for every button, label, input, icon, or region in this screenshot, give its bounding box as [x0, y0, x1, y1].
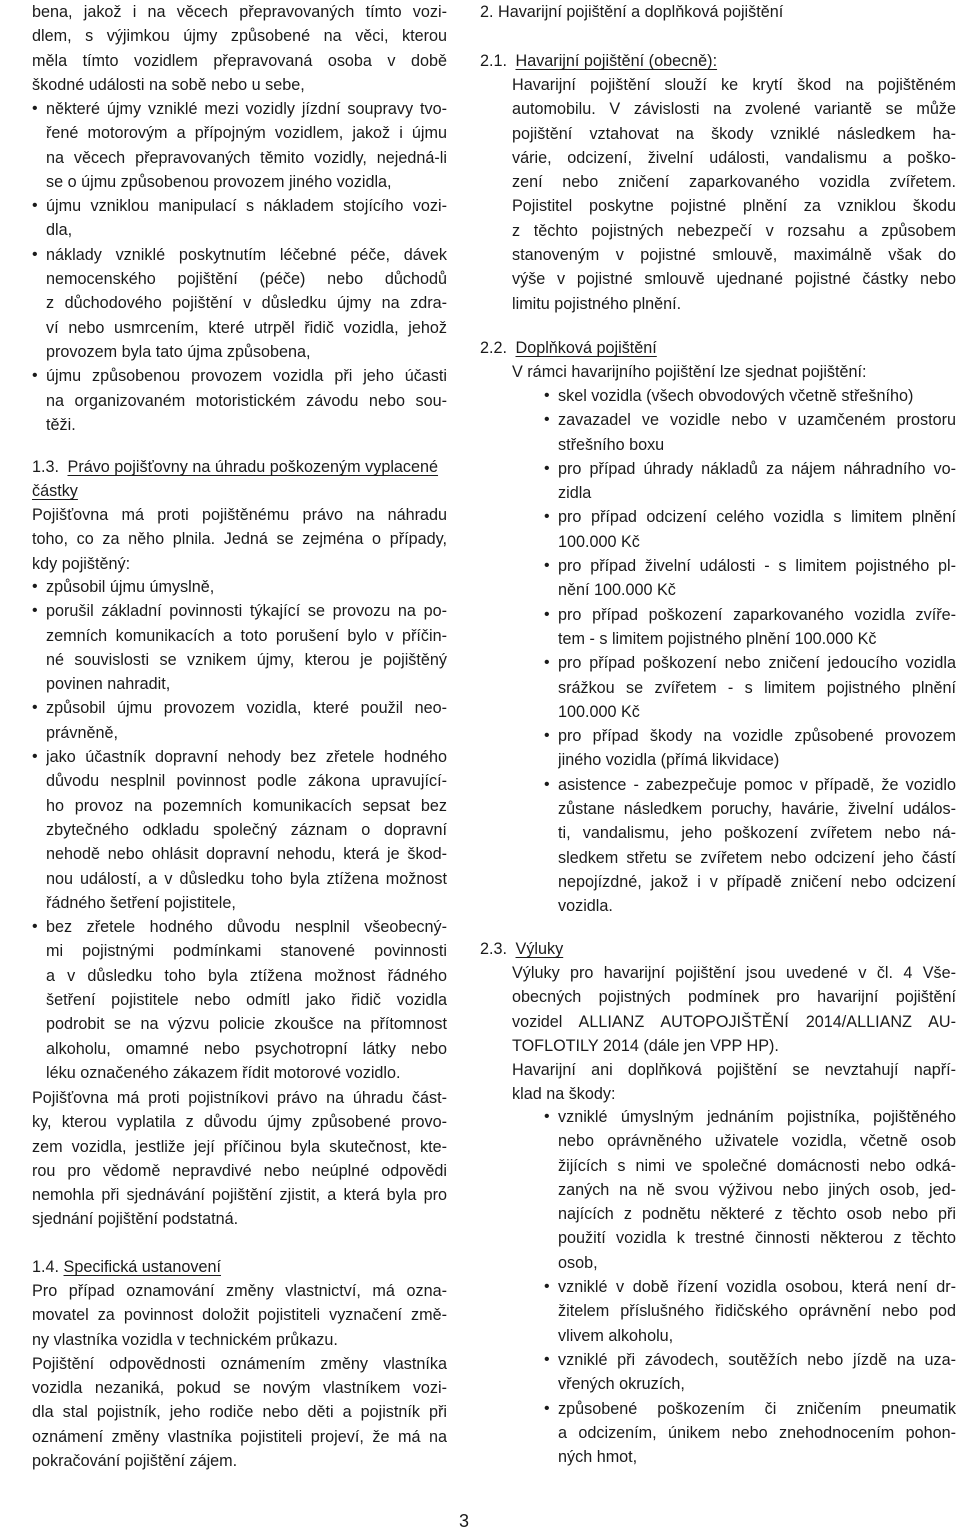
bullet-icon: •	[544, 775, 550, 793]
bullet-icon: •	[544, 1399, 550, 1417]
list-item-line: asistence - zabezpečuje pomoc v případě, že vozidlo	[558, 775, 956, 794]
section-1-3-list	[32, 575, 447, 1085]
section-2-2-list	[544, 384, 956, 919]
bullet-icon: •	[544, 411, 550, 429]
section-title: Havarijní pojištění (obecně):	[515, 52, 718, 70]
section-title: Specifická ustanovení	[63, 1258, 221, 1276]
bullet-icon: •	[544, 727, 550, 745]
list-item	[32, 575, 447, 599]
list-item-line: způsobené poškozením či zničením pneumatik	[558, 1399, 956, 1418]
text-line: škodné události na sobě nebo u sebe,	[32, 75, 305, 94]
section-number: 2.3.	[480, 940, 508, 958]
list-item-line: pro případ poškození zaparkovaného vozidla zvíře-	[558, 605, 956, 624]
bullet-icon: •	[544, 1278, 550, 1296]
text-line: vozidla nezaniká, pokud se novým vlastníkem vozi-	[32, 1379, 447, 1398]
list-item-line: tem - s limitem pojistného plnění 100.000 Kč	[558, 629, 877, 648]
section-2-3-heading	[480, 937, 956, 961]
section-1-4-heading	[32, 1255, 447, 1279]
text-line: sjednání pojištění podstatná.	[32, 1210, 239, 1229]
bullet-icon: •	[32, 748, 38, 766]
text-line: kdy pojištěný:	[32, 554, 131, 573]
bullet-icon: •	[32, 245, 38, 263]
list-item-line: provozem byla tato újma způsobena,	[46, 342, 311, 361]
section-title: Doplňková pojištění	[515, 339, 657, 357]
list-item-line: řené motorovým a přípojným vozidlem, jakož i újmu	[46, 124, 447, 143]
section-2-3-text	[512, 961, 956, 1107]
list-item	[544, 384, 956, 408]
list-item	[544, 505, 956, 554]
bullet-icon: •	[32, 197, 38, 215]
list-item-line: nou událostí, a v důsledku toho byla ztížena možnost	[46, 869, 447, 888]
list-item	[32, 915, 447, 1085]
list-item-line: porušil základní povinnosti týkající se provozu na po-	[46, 602, 447, 621]
list-item	[544, 554, 956, 603]
section-1-3-after-text	[32, 1086, 447, 1232]
list-item-line: pro případ živelní události - s limitem pojistného pl-	[558, 557, 956, 576]
list-item-line: 100.000 Kč	[558, 532, 640, 551]
bullet-icon: •	[544, 459, 550, 477]
list-item-line: ti, vandalismu, jeho poškození zvířetem nebo ná-	[558, 824, 956, 843]
list-item	[544, 773, 956, 919]
section-2-heading	[480, 0, 956, 24]
bullet-icon: •	[32, 918, 38, 936]
list-item-line: na organizovaném motoristickém závodu nebo sou-	[46, 391, 447, 410]
text-line: Havarijní ani doplňková pojištění se nevztahují napří-	[512, 1061, 956, 1080]
bullet-icon: •	[544, 1108, 550, 1125]
list-item-line: z důchodového pojištění v důsledku újmy na zdra-	[46, 294, 447, 313]
list-item-line: mi pojistnými podmínkami stanovené povinnosti	[46, 942, 447, 961]
list-item-line: vzniklé v době řízení vozidla osobou, která není dr-	[558, 1278, 956, 1297]
list-item	[32, 696, 447, 745]
section-title: Výluky	[515, 940, 564, 958]
text-line: várie, odcizení, živelní události, vandalismu a poško-	[512, 148, 956, 167]
list-item-line: některé újmy vzniklé mezi vozidly jízdní soupravy tvo-	[46, 100, 447, 118]
list-item-line: podrobit se na výzvu policie zkoušce na přítomnost	[46, 1015, 447, 1034]
text-line: Pojišťovna má proti pojištěnému právo na náhradu	[32, 506, 447, 524]
list-item-line: bez zřetele hodného důvodu nesplnil všeobecný-	[46, 918, 447, 937]
list-item-line: na věcech přepravovaných těmito vozidly, nejedná-li	[46, 148, 447, 167]
list-item-line: nehodě nebo ohlásit dopravní nehodu, která je škod-	[46, 845, 447, 864]
list-item-line: skel vozidla (všech obvodových včetně střešního)	[558, 387, 914, 405]
list-item-line: léku označeného zákazem řídit motorové vozidlo.	[46, 1063, 401, 1082]
list-item	[544, 724, 956, 773]
text-line: automobilu. V závislosti na zvolené variantě se může	[512, 100, 956, 119]
list-item-line: zidla	[558, 484, 592, 503]
list-item	[32, 599, 447, 696]
text-line: pojištění vztahovat na škody vzniklé následkem ha-	[512, 124, 956, 143]
bullet-icon: •	[544, 557, 550, 575]
text-line: Pojišťovna má proti pojistníkovi právo na úhradu část-	[32, 1089, 447, 1107]
list-item-line: zůstane následkem poruchy, havárie, živelní událos-	[558, 800, 956, 819]
list-item-line: pro případ škody na vozidle způsobené provozem	[558, 727, 956, 746]
list-item	[544, 603, 956, 652]
text-line: obecných pojistných podmínek pro havarijní pojištění	[512, 988, 956, 1007]
section-2-2-intro: V rámci havarijního pojištění lze sjednat pojištění:	[512, 363, 867, 381]
text-line: vozidel ALLIANZ AUTOPOJIŠTĚNÍ 2014/ALLIANZ AU-	[512, 1012, 956, 1031]
text-line: bena, jakož i na věcech přepravovaných tímto vozi-	[32, 3, 447, 21]
list-item-line: žitelem příslušného řidičského oprávnění nebo pod	[558, 1302, 956, 1321]
section-2-2-heading	[480, 336, 956, 360]
list-item-line: způsobil újmu úmyslně,	[46, 578, 215, 596]
list-item-line: řádného šetření pojistitele,	[46, 893, 236, 912]
list-item-line: těži.	[46, 415, 76, 434]
list-item	[544, 1348, 956, 1397]
section-title: Právo pojišťovny na úhradu poškozeným vyplacené	[67, 458, 439, 476]
list-item-line: jiného vozidla (přímá likvidace)	[558, 751, 780, 770]
text-line: zení nebo zničení zaparkovaného vozidla zvířetem.	[512, 173, 956, 192]
list-item-line: zemních komunikacích a toto porušení bylo v příčin-	[46, 626, 447, 645]
list-item	[544, 408, 956, 457]
list-item-line: zavazadel ve vozidle nebo v uzamčeném prostoru	[558, 411, 956, 430]
section-title-cont: částky	[32, 482, 78, 500]
list-item-line: osob,	[558, 1253, 598, 1272]
section-title: 2. Havarijní pojištění a doplňková pojištění	[480, 3, 784, 21]
bullet-icon: •	[32, 699, 38, 717]
list-item-line: pro případ poškození nebo zničení jedoucího vozidla	[558, 654, 956, 673]
list-item-line: vozidla.	[558, 897, 613, 916]
list-item-line: nemocenského pojištění (péče) nebo důchodů	[46, 270, 447, 289]
continuation-text	[32, 0, 447, 97]
text-line: klad na škody:	[512, 1085, 616, 1104]
list-item-line: újmu způsobenou provozem vozidla při jeho účasti	[46, 367, 447, 386]
list-item	[544, 1105, 956, 1275]
list-item-line: vřených okruzích,	[558, 1375, 685, 1394]
text-line: pokračování pojištění zájem.	[32, 1452, 238, 1471]
section-2-3-list	[544, 1105, 956, 1469]
text-line: dla stal pojistník, jeho rodiče nebo děti a pojistník při	[32, 1403, 447, 1422]
bullet-icon: •	[544, 654, 550, 672]
list-item-line: se o újmu způsobenou provozem jiného vozidla,	[46, 172, 392, 191]
list-item-line: sledkem střetu se zvířetem nebo odcizení jeho částí	[558, 848, 956, 867]
list-item-line: srážkou se zvířetem - s limitem pojistného plnění	[558, 678, 956, 697]
text-line: toho, co za něho plnila. Jedná se zejména o případy,	[32, 530, 447, 549]
bullet-icon: •	[32, 367, 38, 385]
list-item	[32, 194, 447, 243]
list-item-line: žijících s nimi ve společné domácnosti nebo odká-	[558, 1156, 956, 1175]
list-item-line: povinen nahradit,	[46, 675, 171, 694]
list-item-line: náklady vzniklé poskytnutím léčebné péče, dávek	[46, 245, 447, 264]
bullet-icon: •	[32, 100, 38, 117]
text-line: Pro případ oznamování změny vlastnictví, má ozna-	[32, 1282, 447, 1300]
text-line: rou pro vědomě nepravdivé nebo neúplné odpovědi	[32, 1161, 447, 1180]
text-line: Pojištění odpovědnosti oznámením změny vlastníka	[32, 1354, 447, 1373]
text-line: ny vlastníka vozidla v technickém průkazu.	[32, 1330, 338, 1349]
bullet-icon: •	[544, 508, 550, 526]
list-item	[32, 364, 447, 437]
section-number: 1.4.	[32, 1258, 60, 1276]
bullet-icon: •	[544, 1350, 550, 1368]
list-item-line: vzniklé při závodech, soutěžích nebo jízdě na uza-	[558, 1350, 956, 1369]
list-item-line: ví nebo usmrcením, které utrpěl řidič vozidla, jehož	[46, 318, 447, 337]
section-number: 1.3.	[32, 458, 60, 476]
section-number: 2.2.	[480, 339, 508, 357]
section-1-3-text	[32, 503, 447, 576]
list-item-line: zbytečného odkladu společný záznam o dopravní	[46, 820, 447, 839]
section-2-1-text	[512, 73, 956, 316]
list-item-line: šetření pojistitele nebo odmítl jako řidič vozidla	[46, 991, 447, 1010]
list-item-line: právněně,	[46, 723, 118, 742]
list-item-line: nepojízdné, jakož i v případě zničení nebo odcizení	[558, 872, 956, 891]
bullet-icon: •	[544, 605, 550, 623]
section-number: 2.1.	[480, 52, 508, 70]
list-item-line: alkoholu, omamné nebo psychotropní látky nebo	[46, 1039, 447, 1058]
list-item-line: způsobil újmu provozem vozidla, které použil neo-	[46, 699, 447, 718]
list-item	[544, 457, 956, 506]
section-1-3-heading-cont	[32, 479, 447, 503]
list-item-line: pro případ odcizení celého vozidla s limitem plnění	[558, 508, 956, 527]
list-item	[32, 745, 447, 915]
section-1-3-heading	[32, 455, 447, 479]
list-item-line: a v důsledku toho byla ztížena možnost řádného	[46, 966, 447, 985]
text-line: stanoveným v pojistné smlouvě, maximálně však do	[512, 246, 956, 265]
list-item-line: zaných na ně svou výživou nebo jiných osob, jed-	[558, 1180, 956, 1199]
list-item-line: nebo oprávněného uživatele vozidla, včetně osob	[558, 1132, 956, 1151]
list-item-line: né souvislosti se vznikem újmy, kterou je pojištěný	[46, 650, 447, 669]
list-item	[544, 651, 956, 724]
list-item-line: nění 100.000 Kč	[558, 581, 676, 600]
bullet-icon: •	[32, 578, 38, 595]
section-2-1-heading	[480, 49, 956, 73]
list-item-line: důvodu nesplnil povinnost podle zákona upravující-	[46, 772, 447, 791]
text-line: oznámení změny vlastníka pojistiteli projeví, že má na	[32, 1427, 447, 1446]
list-item-line: ho provoz na pozemních komunikacích sepsat bez	[46, 796, 447, 815]
list-item-line: střešního boxu	[558, 435, 665, 454]
list-item-line: jako účastník dopravní nehody bez zřetele hodného	[46, 748, 447, 767]
list-item-line: pro případ úhrady nákladů za nájem náhradního vo-	[558, 459, 956, 478]
list-item-line: a odcizením, únikem nebo znehodnocením pohon-	[558, 1423, 956, 1442]
text-line: Havarijní pojištění slouží ke krytí škod na pojištěném	[512, 76, 956, 94]
section-1-4-text	[32, 1279, 447, 1473]
list-item-line: vlivem alkoholu,	[558, 1326, 674, 1345]
list-item-line: újmu vzniklou manipulací s nákladem stojícího vozi-	[46, 197, 447, 216]
list-item-line: ných hmot,	[558, 1448, 638, 1467]
list-item-line: použití vozidla k trestné činnosti některou z těchto	[558, 1229, 956, 1248]
text-line: měla tímto vozidlem přepravovaná osoba v době	[32, 51, 447, 70]
text-line: ky, kterou vyplatila z důvodu újmy způsobené provo-	[32, 1113, 447, 1132]
text-line: zem vozidla, jestliže její příčinou byla skutečnost, kte-	[32, 1137, 447, 1156]
list-item-line: dla,	[46, 221, 73, 240]
bullet-icon: •	[544, 387, 550, 404]
list-item	[544, 1397, 956, 1470]
text-line: Pojistitel poskytne pojistné plnění za vzniklou škodu	[512, 197, 956, 216]
text-line: limitu pojistného plnění.	[512, 294, 682, 313]
text-line: Výluky pro havarijní pojištění jsou uvedené v čl. 4 Vše-	[512, 964, 956, 982]
list-item-line: vzniklé úmyslným jednáním pojistníka, pojištěného	[558, 1108, 956, 1126]
list-item-line: najících z podnětu některé z těchto osob nebo při	[558, 1205, 956, 1224]
list-item	[32, 243, 447, 364]
text-line: nemohla při sjednávání pojištění zjistit, a která byla pro	[32, 1186, 447, 1205]
list-item-line: 100.000 Kč	[558, 702, 640, 721]
page-number: 3	[458, 1511, 469, 1531]
text-line: z těchto pojistných nebezpečí v rozsahu a způsobem	[512, 221, 956, 240]
text-line: výše v pojistné smlouvě ujednané pojistné částky nebo	[512, 270, 956, 289]
exclusions-list-continued	[32, 97, 447, 437]
bullet-icon: •	[32, 602, 38, 620]
list-item	[544, 1275, 956, 1348]
text-line: dlem, s výjimkou újmy způsobené na věci, kterou	[32, 27, 447, 46]
list-item	[32, 97, 447, 194]
text-line: TOFLOTILY 2014 (dále jen VPP HP).	[512, 1036, 779, 1055]
text-line: movatel za povinnost doložit pojistiteli vyznačení změ-	[32, 1306, 447, 1325]
